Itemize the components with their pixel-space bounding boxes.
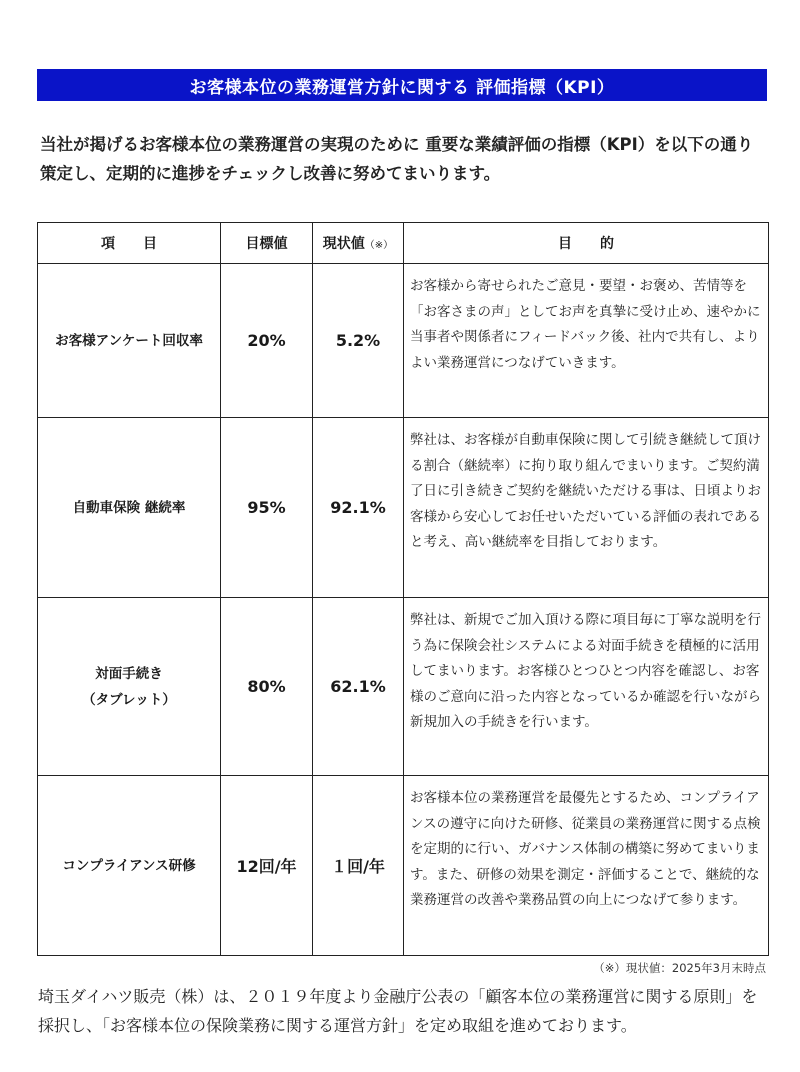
table-header-row xyxy=(38,223,769,264)
table-row xyxy=(38,776,769,956)
row-item-sublabel: （タブレット） xyxy=(82,691,176,708)
row-item-label: コンプライアンス研修 xyxy=(62,857,196,874)
row-item-label: 対面手続き xyxy=(95,665,163,682)
intro-paragraph: 当社が掲げるお客様本位の業務運営の実現のために 重要な業績評価の指標（KPI）を以下の通り策定し、定期的に進捗をチェックし改善に努めてまいります。 xyxy=(40,135,754,183)
page-title: お客様本位の業務運営方針に関する 評価指標（KPI） xyxy=(37,69,767,101)
closing-paragraph: 埼玉ダイハツ販売（株）は、２０１９年度より金融庁公表の「顧客本位の業務運営に関する原則」を採択し、「お客様本位の保険業務に関する運営方針」を定め取組を進めております。 xyxy=(38,987,758,1035)
row-item xyxy=(38,264,221,418)
row-current: １回/年 xyxy=(313,776,404,956)
row-purpose: 弊社は、お客様が自動車保険に関して引続き継続して頂ける割合（継続率）に拘り取り組んでまいります。ご契約満了日に引き続きご契約を継続いただける事は、日頃よりお客様から安心してお任せいただいている評価の表れであると考え、高い継続率を目指しております。 xyxy=(404,418,769,598)
header-purpose: 目 的 xyxy=(404,223,769,264)
row-purpose: 弊社は、新規でご加入頂ける際に項目毎に丁寧な説明を行う為に保険会社システムによる対面手続きを積極的に活用してまいります。お客様ひとつひとつ内容を確認し、お客様のご意向に沿った内容となっているか確認を行いながら新規加入の手続きを行います。 xyxy=(404,598,769,776)
row-target: 80% xyxy=(221,598,313,776)
row-target: 95% xyxy=(221,418,313,598)
header-current xyxy=(313,223,404,264)
row-item-label: 自動車保険 継続率 xyxy=(72,499,186,516)
row-purpose: お客様から寄せられたご意見・要望・お褒め、苦情等を「お客さまの声」としてお声を真摯に受け止め、速やかに当事者や関係者にフィードバック後、社内で共有し、よりよい業務運営につなげていきます。 xyxy=(404,264,769,418)
kpi-table xyxy=(37,222,769,956)
table-row xyxy=(38,598,769,776)
footnote: （※）現状値：2025年3月末時点 xyxy=(593,961,766,975)
row-item xyxy=(38,776,221,956)
row-target: 20% xyxy=(221,264,313,418)
row-item xyxy=(38,418,221,598)
row-purpose: お客様本位の業務運営を最優先とするため、コンプライアンスの遵守に向けた研修、従業員の業務運営に関する点検を定期的に行い、ガバナンス体制の構築に努めてまいります。また、研修の効果を測定・評価することで、継続的な業務運営の改善や業務品質の向上につなげて参ります。 xyxy=(404,776,769,956)
row-item xyxy=(38,598,221,776)
header-item: 項 目 xyxy=(38,223,221,264)
row-item-label: お客様アンケート回収率 xyxy=(55,332,203,349)
header-current-label: 現状値 xyxy=(322,236,365,252)
header-target: 目標値 xyxy=(221,223,313,264)
row-current: 5.2% xyxy=(313,264,404,418)
header-current-note: （※） xyxy=(364,240,394,251)
row-current: 92.1% xyxy=(313,418,404,598)
table-row xyxy=(38,264,769,418)
row-target: 12回/年 xyxy=(221,776,313,956)
row-current: 62.1% xyxy=(313,598,404,776)
table-row xyxy=(38,418,769,598)
